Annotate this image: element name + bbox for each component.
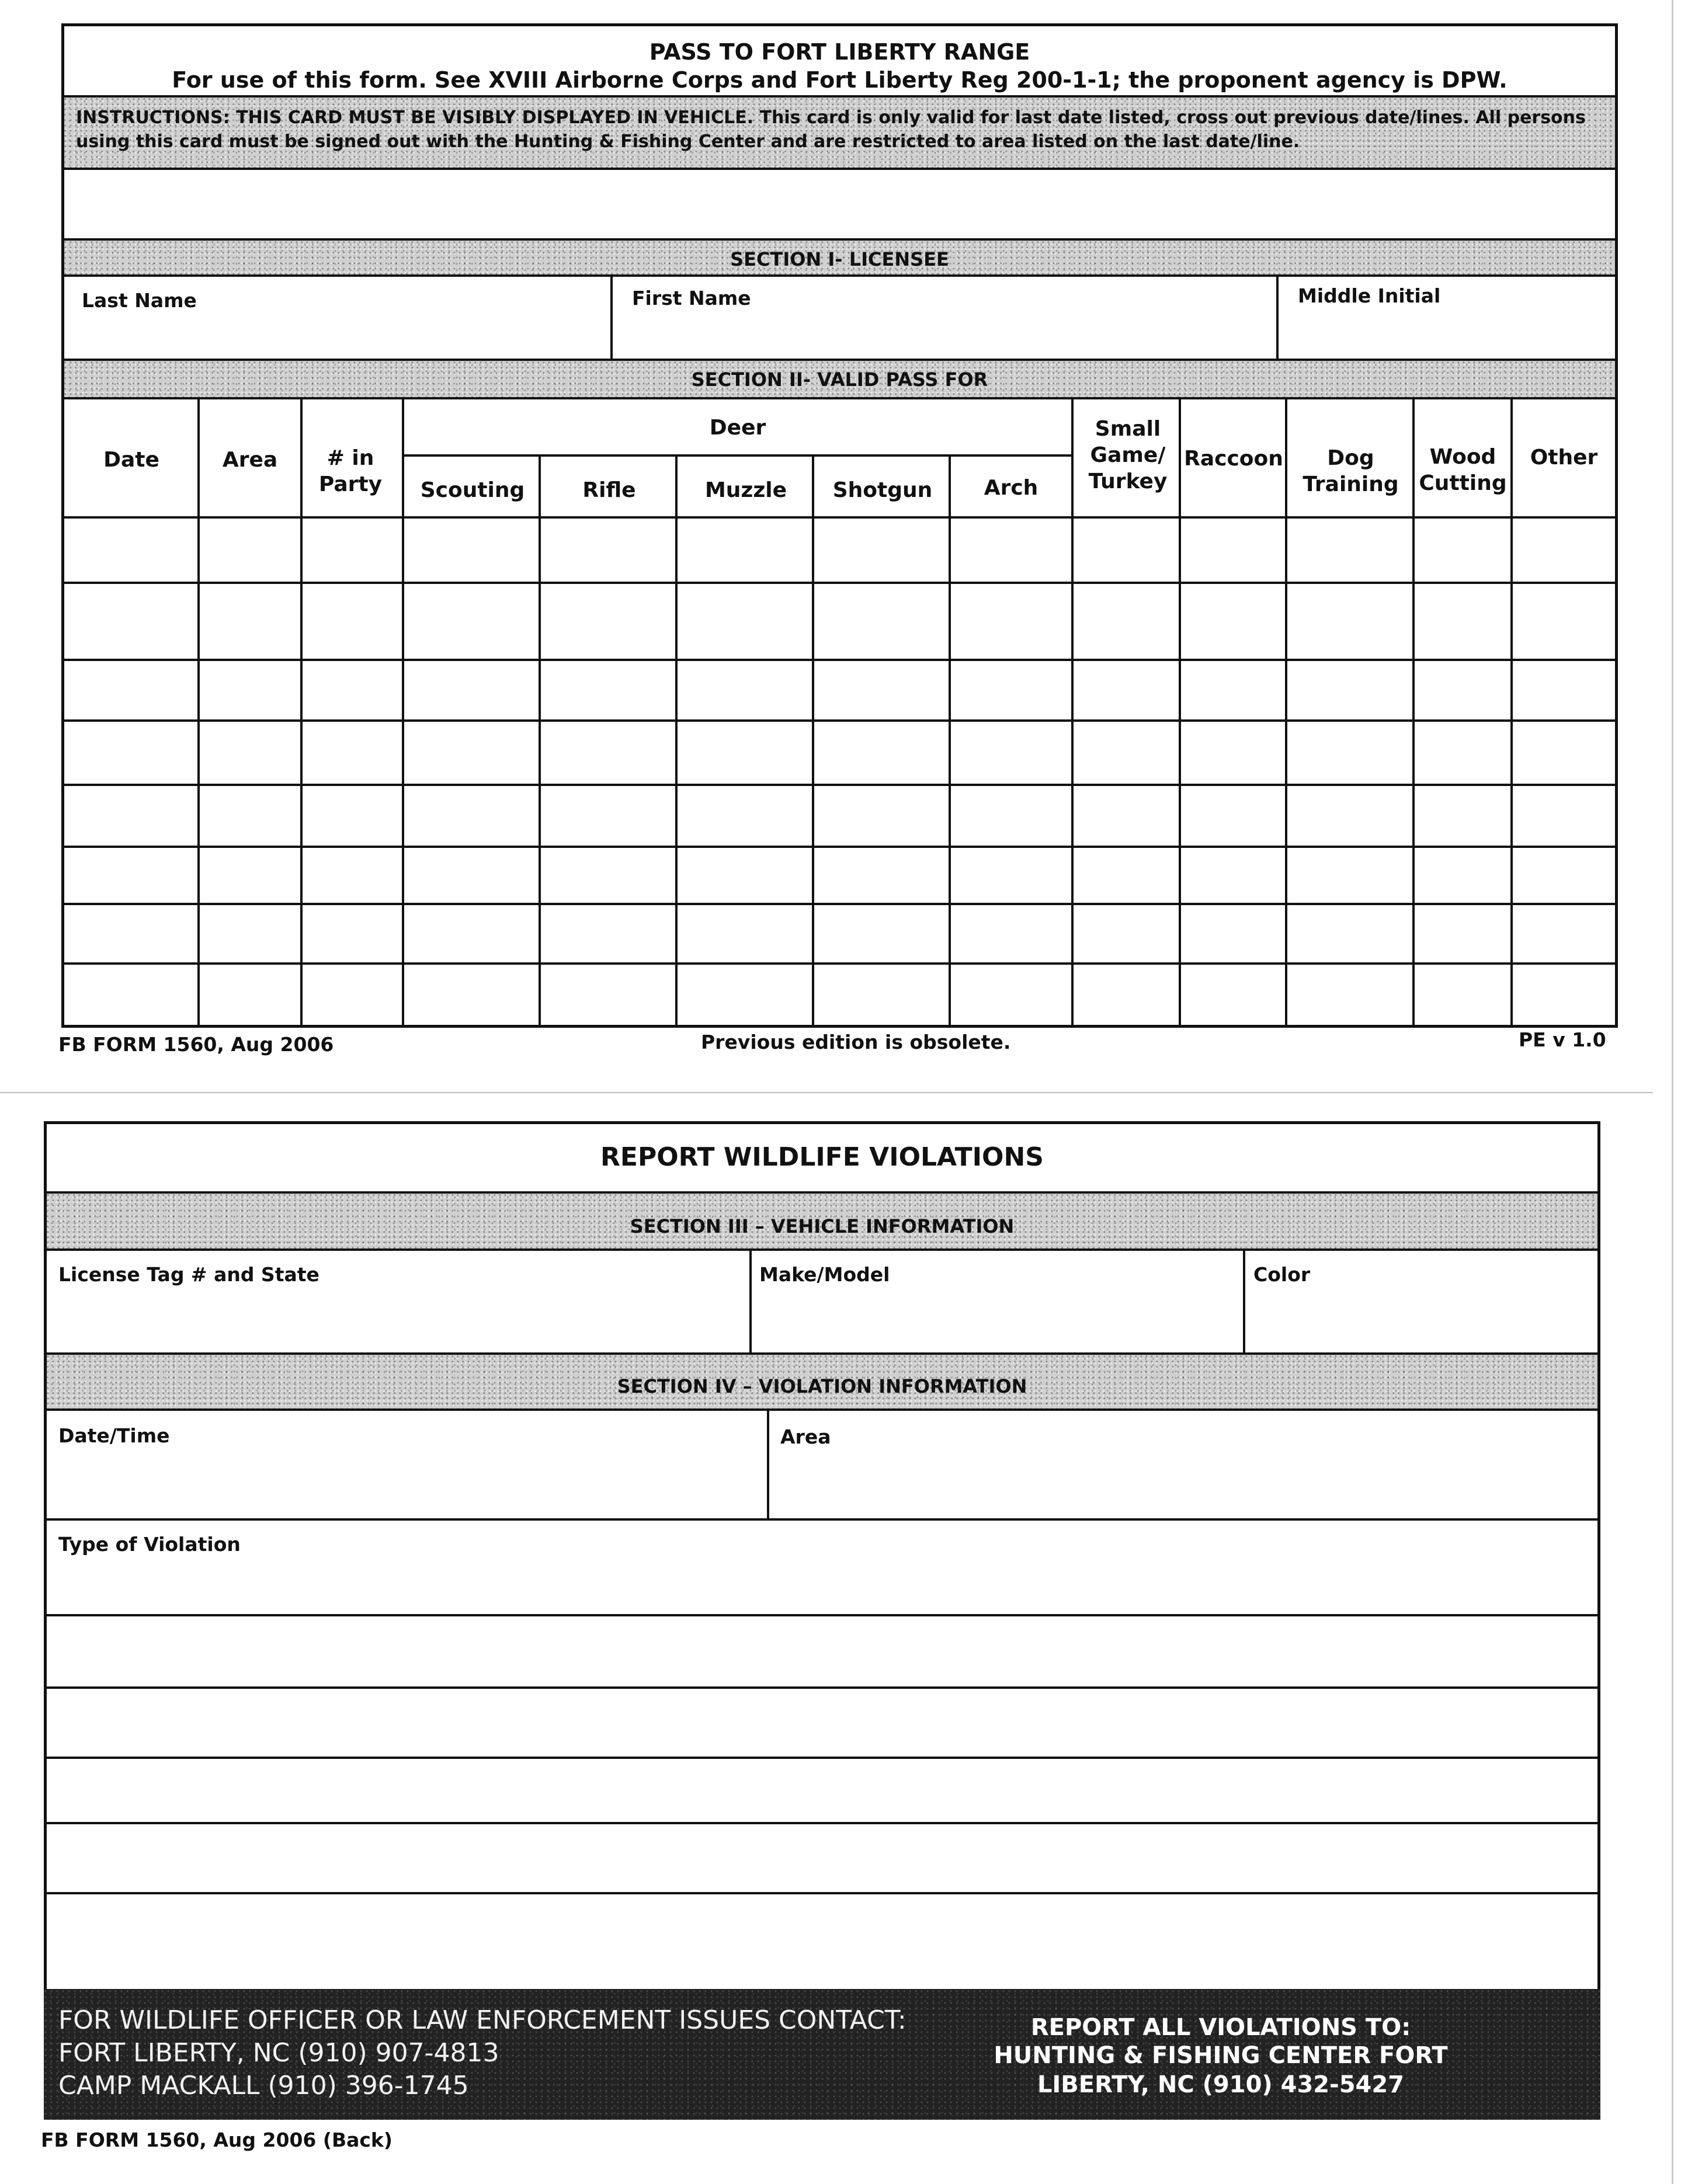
back-footer: FB FORM 1560, Aug 2006 (Back) xyxy=(41,2129,393,2151)
divider xyxy=(610,274,613,361)
col-small-game: Small Game/ Turkey xyxy=(1088,417,1168,493)
first-name-label: First Name xyxy=(632,287,751,309)
make-model-field[interactable] xyxy=(753,1251,1241,1350)
date-time-field[interactable] xyxy=(47,1411,765,1516)
area-label: Area xyxy=(780,1425,831,1448)
last-name-field[interactable] xyxy=(64,277,610,359)
contact-line1: FORT LIBERTY, NC (910) 907-4813 xyxy=(58,2038,499,2068)
form-title: PASS TO FORT LIBERTY RANGE xyxy=(649,39,1030,65)
table-row[interactable] xyxy=(64,965,1615,1025)
report-line1: HUNTING & FISHING CENTER FORT xyxy=(994,2042,1448,2069)
table-row[interactable] xyxy=(64,722,1615,784)
violation-line[interactable] xyxy=(47,1759,1597,1822)
last-name-label: Last Name xyxy=(82,289,197,312)
form-subtitle: For use of this form. See XVIII Airborne Corps and Fort Liberty Reg 200-1-1; the proponent agency is DPW. xyxy=(172,67,1508,93)
col-deer: Deer xyxy=(709,416,766,440)
col-raccoon: Raccoon xyxy=(1184,447,1283,471)
divider xyxy=(1243,1249,1245,1352)
license-tag-field[interactable] xyxy=(47,1251,748,1350)
contact-heading: FOR WILDLIFE OFFICER OR LAW ENFORCEMENT ISSUES CONTACT: xyxy=(58,2005,906,2035)
instructions-body: This card is only valid for last date listed, cross out previous date/lines. All persons using this card must be signed out with the Hunting & Fishing Center and are restricted to area listed on the last date/line. xyxy=(76,107,1586,152)
table-row[interactable] xyxy=(64,905,1615,962)
color-label: Color xyxy=(1253,1263,1311,1286)
col-shotgun: Shotgun xyxy=(832,478,933,502)
divider xyxy=(749,1249,752,1352)
area-field[interactable] xyxy=(771,1411,1597,1516)
col-wood-cutting: Wood Cutting xyxy=(1419,445,1507,495)
front-footer-left: FB FORM 1560, Aug 2006 xyxy=(58,1033,334,1056)
license-tag-label: License Tag # and State xyxy=(58,1263,319,1286)
col-arch: Arch xyxy=(984,476,1038,500)
section2-title: SECTION II- VALID PASS FOR xyxy=(691,368,988,391)
report-heading: REPORT ALL VIOLATIONS TO: xyxy=(1030,2014,1411,2041)
divider xyxy=(61,168,1618,170)
instructions-lead: INSTRUCTIONS: THIS CARD MUST BE VISIBLY DISPLAYED IN VEHICLE. xyxy=(76,107,754,128)
col-in-party: # in Party xyxy=(318,446,383,496)
back-title: REPORT WILDLIFE VIOLATIONS xyxy=(600,1142,1044,1172)
divider xyxy=(1276,274,1279,361)
color-field[interactable] xyxy=(1247,1251,1597,1350)
violation-line[interactable] xyxy=(47,1824,1597,1892)
col-area: Area xyxy=(222,448,278,472)
contact-line2: CAMP MACKALL (910) 396-1745 xyxy=(58,2071,469,2100)
date-time-label: Date/Time xyxy=(58,1424,170,1447)
table-row[interactable] xyxy=(64,661,1615,719)
fold-line xyxy=(0,1092,1653,1093)
middle-initial-field[interactable] xyxy=(1279,277,1615,359)
col-scouting: Scouting xyxy=(420,478,525,502)
report-line2: LIBERTY, NC (910) 432-5427 xyxy=(1037,2071,1405,2098)
divider xyxy=(767,1409,769,1519)
col-other: Other xyxy=(1530,446,1598,470)
page-edge xyxy=(1672,0,1673,2184)
first-name-field[interactable] xyxy=(613,277,1276,359)
violation-line[interactable] xyxy=(47,1689,1597,1757)
table-row[interactable] xyxy=(64,786,1615,846)
section1-title: SECTION I- LICENSEE xyxy=(730,248,949,270)
col-rifle: Rifle xyxy=(582,478,636,502)
table-row[interactable] xyxy=(64,848,1615,903)
table-row[interactable] xyxy=(64,519,1615,582)
section3-title: SECTION III – VEHICLE INFORMATION xyxy=(630,1215,1015,1237)
make-model-label: Make/Model xyxy=(759,1263,890,1286)
col-dog-training: Dog Training xyxy=(1303,446,1399,496)
front-footer-right: PE v 1.0 xyxy=(1519,1028,1606,1051)
type-of-violation-label: Type of Violation xyxy=(58,1533,241,1556)
middle-initial-label: Middle Initial xyxy=(1298,284,1441,307)
type-of-violation-field[interactable] xyxy=(47,1521,1597,1614)
divider xyxy=(61,397,1618,399)
table-row[interactable] xyxy=(64,584,1615,659)
col-muzzle: Muzzle xyxy=(704,478,787,502)
divider xyxy=(404,454,1071,457)
col-date: Date xyxy=(103,448,159,472)
violation-line[interactable] xyxy=(47,1616,1597,1686)
violation-line[interactable] xyxy=(47,1894,1597,1988)
front-footer-center: Previous edition is obsolete. xyxy=(701,1031,1011,1053)
instructions-text xyxy=(76,106,1606,154)
section4-title: SECTION IV – VIOLATION INFORMATION xyxy=(617,1375,1027,1397)
